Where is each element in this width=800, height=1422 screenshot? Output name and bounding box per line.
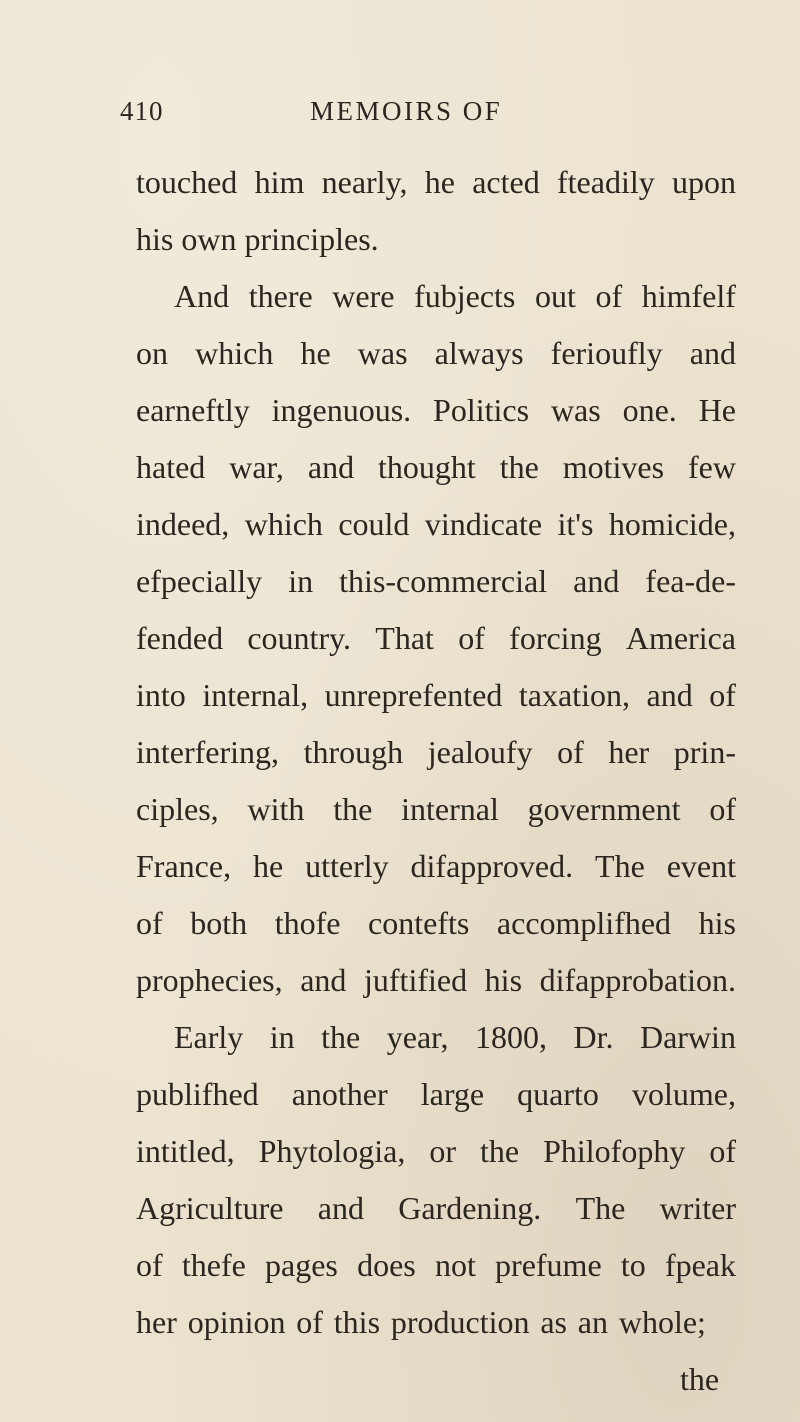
word: war, [229, 449, 284, 485]
word: it's [557, 506, 594, 542]
word: into [136, 677, 186, 713]
word: of [709, 677, 736, 713]
word: prefume [495, 1247, 602, 1283]
word: nearly, [321, 164, 408, 200]
word: upon [671, 164, 736, 200]
word: and [646, 677, 693, 713]
word: fteadily [556, 164, 655, 200]
word: of [458, 620, 485, 656]
word: in [288, 563, 314, 599]
text-line-17 [136, 1074, 736, 1114]
word: That [375, 620, 434, 656]
word: vindicate [424, 506, 543, 542]
word: there [248, 278, 313, 314]
word: thought [378, 449, 476, 485]
word: indeed, [136, 506, 230, 542]
word: which [244, 506, 323, 542]
word: her [136, 1304, 177, 1340]
word: of [709, 1133, 736, 1169]
word: another [291, 1076, 388, 1112]
word: his [698, 905, 736, 941]
word: touched [136, 164, 238, 200]
word: thefe [181, 1247, 246, 1283]
text-line-13 [136, 846, 736, 886]
text-line-19 [136, 1188, 736, 1228]
page-number: 410 [120, 96, 164, 126]
word: he [300, 335, 331, 371]
text-line-12 [136, 789, 736, 829]
word: taxation, [518, 677, 630, 713]
word: does [357, 1247, 416, 1283]
text-line-4 [136, 333, 736, 373]
text-line-20 [136, 1245, 736, 1285]
word: America [625, 620, 736, 656]
word: of [595, 278, 623, 314]
word: jealoufy [427, 734, 533, 770]
word: of [709, 791, 736, 827]
word: forcing [509, 620, 602, 656]
word: fea-de- [645, 563, 736, 599]
word: in [269, 1019, 295, 1055]
word: to [620, 1247, 646, 1283]
word: was [357, 335, 408, 371]
word: thofe [274, 905, 341, 941]
word: contefts [368, 905, 470, 941]
word: Dr. [573, 1019, 614, 1055]
word: one. [622, 392, 677, 428]
word: fended [136, 620, 224, 656]
word: or [429, 1133, 456, 1169]
word: this-commercial [339, 563, 548, 599]
text-line-5 [136, 390, 736, 430]
word: with [247, 791, 305, 827]
word: Early [174, 1019, 244, 1055]
word: and [307, 449, 355, 485]
word: internal, [202, 677, 309, 713]
text-line-18 [136, 1131, 736, 1171]
word: and [300, 962, 347, 998]
text-line-10 [136, 675, 736, 715]
word: and [689, 335, 736, 371]
word: intitled, [136, 1133, 235, 1169]
word: out [534, 278, 576, 314]
word: ferioufly [550, 335, 663, 371]
word: her [608, 734, 650, 770]
word: efpecially [136, 563, 263, 599]
word: production [390, 1304, 530, 1340]
running-head [120, 96, 700, 136]
text-line-3 [174, 276, 736, 316]
text-line-16 [174, 1017, 736, 1057]
word: publifhed [136, 1076, 259, 1112]
word: was [550, 392, 601, 428]
word: him [254, 164, 305, 200]
word: an [577, 1304, 608, 1340]
word: large [420, 1076, 485, 1112]
word: of [557, 734, 584, 770]
word: both [190, 905, 248, 941]
word: prophecies, [136, 962, 283, 998]
word: fubjects [414, 278, 516, 314]
word: The [595, 848, 645, 884]
word: difapprobation. [539, 962, 736, 998]
word: and [317, 1190, 364, 1226]
word: year, [386, 1019, 449, 1055]
word: could [338, 506, 410, 542]
word: through [303, 734, 404, 770]
word: pages [265, 1247, 338, 1283]
word: of [136, 905, 163, 941]
word: homicide, [608, 506, 736, 542]
word: And [174, 278, 230, 314]
text-line-1 [136, 162, 736, 202]
word: event [666, 848, 736, 884]
text-line-7 [136, 504, 736, 544]
text-line-11 [136, 732, 736, 772]
text-line-6 [136, 447, 736, 487]
word: France, [136, 848, 232, 884]
word: difapproved. [410, 848, 574, 884]
word: Darwin [639, 1019, 736, 1055]
word: were [332, 278, 395, 314]
word: the [479, 1133, 520, 1169]
text-line-9 [136, 618, 736, 658]
word: Phytologia, [258, 1133, 406, 1169]
word: writer [659, 1190, 736, 1226]
word: internal [401, 791, 499, 827]
word: prin- [673, 734, 736, 770]
text-line-15 [136, 960, 736, 1000]
word: himfelf [641, 278, 736, 314]
word: quarto [517, 1076, 599, 1112]
running-title: MEMOIRS OF [310, 96, 503, 126]
word: which [195, 335, 274, 371]
word: the [333, 791, 373, 827]
word: his [484, 962, 523, 998]
word: he [252, 848, 284, 884]
word: earneftly [136, 392, 250, 428]
word: country. [247, 620, 352, 656]
word: always [434, 335, 524, 371]
word: few [688, 449, 736, 485]
word: ingenuous. [271, 392, 412, 428]
word: acted [472, 164, 540, 200]
text-line-14 [136, 903, 736, 943]
word: utterly [305, 848, 389, 884]
word: he [424, 164, 455, 200]
word: on [136, 335, 168, 371]
word: the [321, 1019, 361, 1055]
word: juftified [364, 962, 468, 998]
word: Agriculture [136, 1190, 284, 1226]
word: the [499, 449, 539, 485]
word: ciples, [136, 791, 219, 827]
word: this [333, 1304, 381, 1340]
word: opinion [187, 1304, 286, 1340]
word: of [136, 1247, 163, 1283]
text-line-8 [136, 561, 736, 601]
word: whole; [618, 1304, 706, 1340]
word: unreprefented [324, 677, 503, 713]
word: Politics [433, 392, 530, 428]
word: hated [136, 449, 206, 485]
word: fpeak [664, 1247, 736, 1283]
word: of [296, 1304, 323, 1340]
word: He [698, 392, 736, 428]
word: Gardening. [398, 1190, 542, 1226]
word: as [540, 1304, 567, 1340]
word: accomplifhed [496, 905, 672, 941]
text-line-2: his own principles. [136, 221, 379, 257]
word: not [434, 1247, 476, 1283]
word: and [573, 563, 620, 599]
word: 1800, [475, 1019, 547, 1055]
word: interfering, [136, 734, 280, 770]
word: motives [562, 449, 665, 485]
word: government [527, 791, 681, 827]
word: Philofophy [543, 1133, 686, 1169]
word: The [575, 1190, 626, 1226]
catchword: the [680, 1361, 720, 1397]
word: volume, [631, 1076, 736, 1112]
text-line-21 [136, 1302, 706, 1342]
